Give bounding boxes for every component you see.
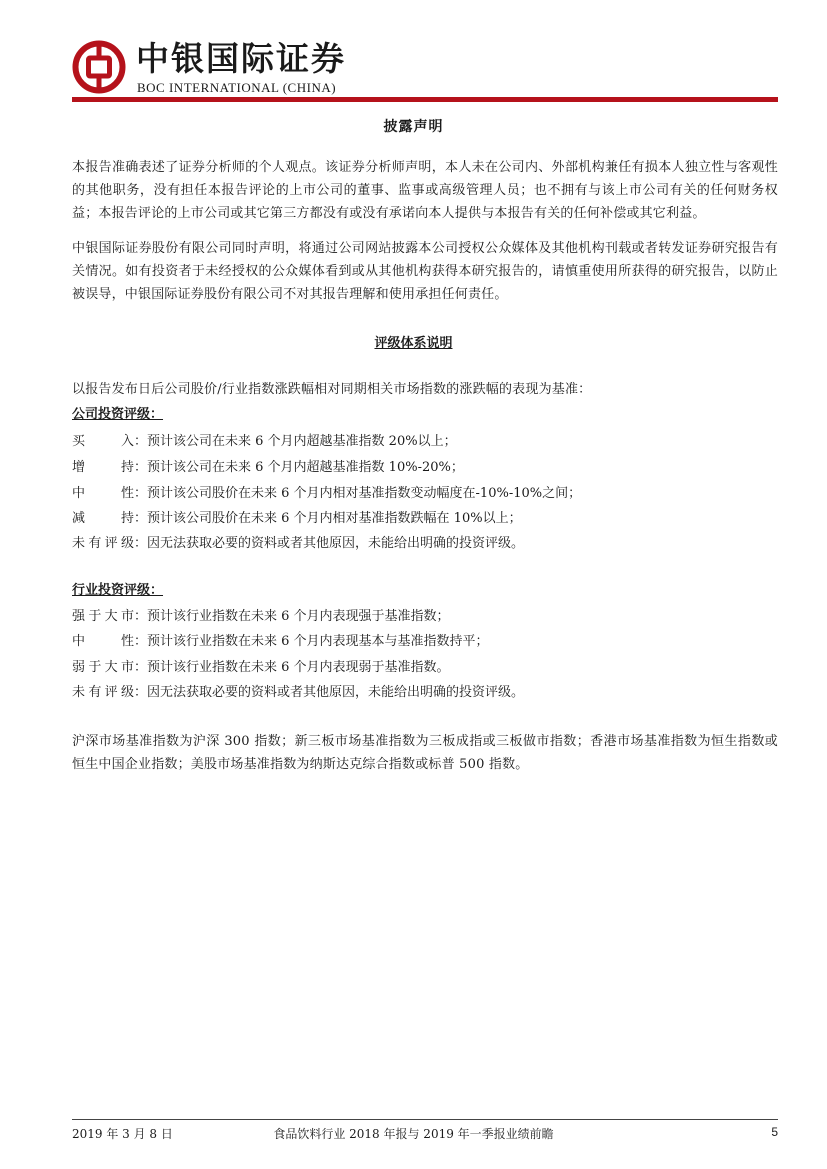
- rating-term: 买入: [72, 434, 134, 449]
- industry-rating-row: [72, 632, 778, 652]
- company-rating-row: [72, 534, 778, 554]
- rating-intro: 以报告发布日后公司股价/行业指数涨跌幅相对同期相关市场指数的涨跌幅的表现为基准：: [72, 382, 592, 397]
- disclosure-paragraph-1: 本报告准确表述了证券分析师的个人观点。该证券分析师声明，本人未在公司内、外部机构兼任有损本人独立性与客观性的其他职务，没有担任本报告评论的上市公司的董事、监事或高级管理人员；也不拥有与该上市公司有关的任何财务权益；本报告评论的上市公司或其它第三方都没有或没有承诺向本人提供与本报告有关的任何补偿或其它利益。: [72, 160, 778, 221]
- rating-term: 减持: [72, 511, 134, 526]
- page-number: 5: [771, 1125, 778, 1139]
- boc-logo-icon: [72, 40, 126, 94]
- brand-name-cn: 中银国际证券: [136, 39, 346, 78]
- industry-rating-row: [72, 607, 778, 627]
- rating-desc: ：因无法获取必要的资料或者其他原因，未能给出明确的投资评级。: [134, 536, 525, 551]
- footer-report-title: 食品饮料行业 2018 年报与 2019 年一季报业绩前瞻: [273, 1127, 554, 1141]
- rating-desc: ：预计该公司股价在未来 6 个月内相对基准指数跌幅在 10%以上；: [134, 511, 522, 526]
- industry-rating-row: [72, 683, 778, 703]
- rating-desc: ：预计该公司在未来 6 个月内超越基准指数 10%-20%；: [134, 460, 464, 475]
- rating-desc: ：预计该行业指数在未来 6 个月内表现弱于基准指数。: [134, 660, 450, 675]
- rating-term: 增持: [72, 460, 134, 475]
- rating-desc: ：因无法获取必要的资料或者其他原因，未能给出明确的投资评级。: [134, 685, 525, 700]
- rating-term: 强于大市: [72, 609, 134, 624]
- company-rating-row: [72, 432, 778, 452]
- rating-desc: ：预计该公司股价在未来 6 个月内相对基准指数变动幅度在-10%-10%之间；: [134, 486, 582, 501]
- rating-desc: ：预计该行业指数在未来 6 个月内表现强于基准指数；: [134, 609, 450, 624]
- rating-term: 未有评级: [72, 536, 134, 551]
- disclosure-paragraph-2: 中银国际证券股份有限公司同时声明，将通过公司网站披露本公司授权公众媒体及其他机构刊载或者转发证券研究报告有关情况。如有投资者于未经授权的公众媒体看到或从其他机构获得本研究报告的，请慎重使用所获得的研究报告，以防止被误导，中银国际证券股份有限公司不对其报告理解和使用承担任何责任。: [72, 241, 778, 302]
- disclosure-title: 披露声明: [383, 119, 444, 135]
- company-rating-row: [72, 458, 778, 478]
- rating-term: 弱于大市: [72, 660, 134, 675]
- rating-desc: ：预计该行业指数在未来 6 个月内表现基本与基准指数持平；: [134, 634, 489, 649]
- footer-date: 2019 年 3 月 8 日: [72, 1127, 173, 1141]
- rating-term: 中性: [72, 486, 134, 501]
- company-rating-heading: 公司投资评级：: [72, 407, 164, 422]
- header-rule-thick: [72, 98, 778, 102]
- footer-rule: [72, 1119, 778, 1120]
- rating-title-text: 评级体系说明: [374, 336, 453, 351]
- industry-rating-heading: 行业投资评级：: [72, 583, 164, 598]
- company-rating-row: [72, 484, 778, 504]
- rating-desc: ：预计该公司在未来 6 个月内超越基准指数 20%以上；: [134, 434, 457, 449]
- rating-term: 未有评级: [72, 685, 134, 700]
- benchmark-note: 沪深市场基准指数为沪深 300 指数；新三板市场基准指数为三板成指或三板做市指数；香港市场基准指数为恒生指数或恒生中国企业指数；美股市场基准指数为纳斯达克综合指数或标普 500 指数。: [72, 734, 778, 772]
- rating-term: 中性: [72, 634, 134, 649]
- company-rating-row: [72, 509, 778, 529]
- brand-name-en: BOC INTERNATIONAL (CHINA): [137, 80, 337, 95]
- rating-title: [0, 332, 827, 351]
- industry-rating-row: [72, 658, 778, 678]
